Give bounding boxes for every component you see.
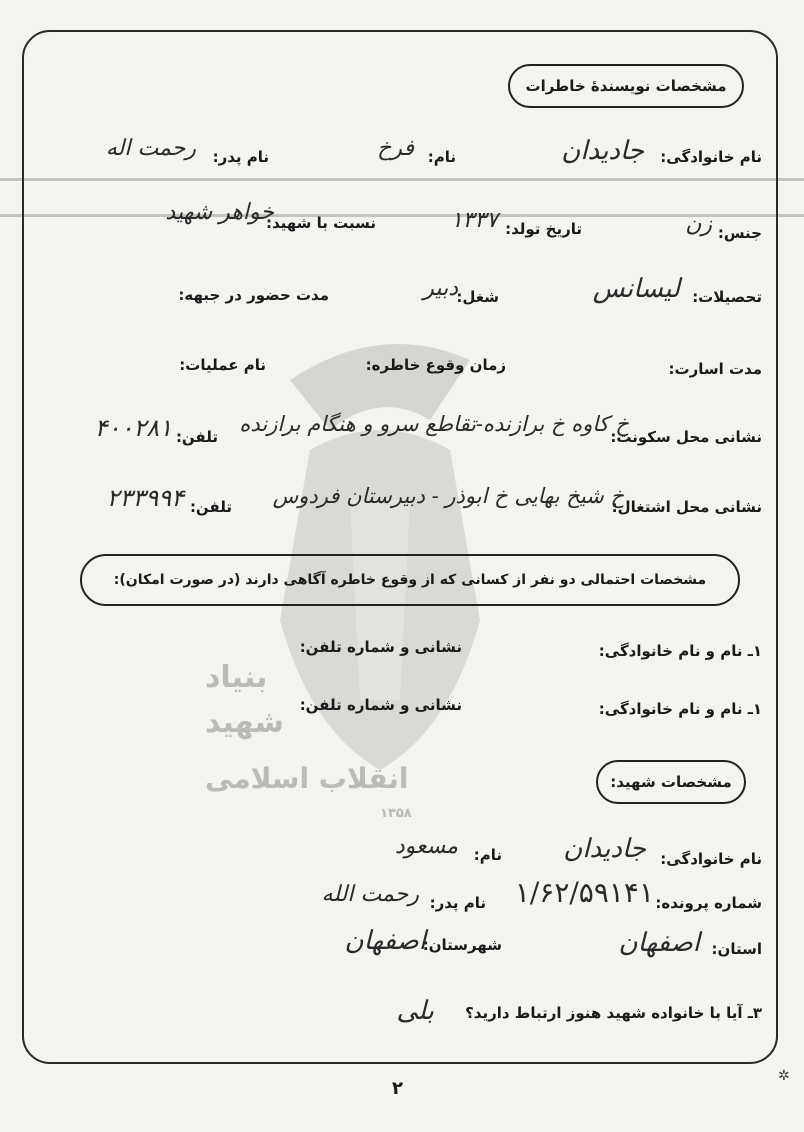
page-number: ۲ [392, 1078, 403, 1099]
author-birth-label: تاریخ تولد: [505, 220, 582, 238]
home-address-value: خ کاوه خ برازنده-تقاطع سرو و هنگام برازنده [239, 412, 629, 436]
martyr-last-name-label: نام خانوادگی: [660, 850, 762, 868]
author-birth-value: ۱۳۳۷ [450, 208, 498, 233]
martyr-province-value: اصفهان [618, 928, 700, 958]
author-job-label: شغل: [456, 288, 499, 306]
author-relation-value: خواهر شهید [165, 200, 274, 225]
author-education-label: تحصیلات: [692, 288, 762, 306]
watermark-line2: شهید [205, 705, 284, 740]
captivity-duration-label: مدت اسارت: [668, 360, 762, 378]
work-address-label: نشانی محل اشتغال: [611, 498, 762, 516]
work-phone-value: ۲۳۳۹۹۴ [106, 484, 184, 512]
author-gender-value: زن [685, 212, 712, 237]
corner-mark-icon: ✲ [778, 1068, 790, 1084]
author-gender-label: جنس: [717, 224, 762, 242]
author-last-name-label: نام خانوادگی: [660, 148, 762, 166]
watermark-line3: انقلاب اسلامی [205, 762, 409, 795]
event-time-label: زمان وقوع خاطره: [365, 356, 506, 374]
watermark-year: ۱۳۵۸ [380, 806, 412, 821]
author-last-name-value: جادیدان [561, 136, 644, 166]
martyr-file-label: شماره پرونده: [655, 894, 762, 912]
witness1-name-label: ۱ـ نام و نام خانوادگی: [598, 642, 762, 660]
author-father-value: رحمت اله [105, 136, 196, 161]
author-relation-label: نسبت با شهید: [265, 214, 376, 232]
martyr-first-name-value: مسعود [394, 834, 458, 859]
author-first-name-value: فرخ [377, 136, 414, 161]
work-phone-label: تلفن: [189, 498, 232, 516]
martyr-father-label: نام پدر: [429, 894, 486, 912]
author-education-value: لیسانس [592, 274, 680, 304]
witness1-contact-label: نشانی و شماره تلفن: [299, 638, 462, 656]
question3-label: ۳ـ آیا با خانواده شهید هنوز ارتباط دارید؟ [465, 1004, 762, 1022]
martyr-last-name-value: جادیدان [563, 834, 646, 864]
martyr-file-value: ۱/۶۲/۵۹۱۴۱ [514, 876, 654, 909]
author-job-value: دبیر [423, 276, 458, 301]
question3-answer: بلی [396, 996, 434, 1026]
martyr-city-value: اصفهان [344, 926, 426, 956]
martyr-first-name-label: نام: [473, 846, 502, 864]
martyr-section-header: مشخصات شهید: [596, 760, 746, 804]
author-section-header: مشخصات نویسندهٔ خاطرات [508, 64, 744, 108]
home-address-label: نشانی محل سکونت: [610, 428, 762, 446]
author-first-name-label: نام: [427, 148, 456, 166]
operation-name-label: نام عملیات: [179, 356, 266, 374]
watermark-line1: بنیاد [205, 660, 268, 695]
front-duration-label: مدت حضور در جبهه: [178, 286, 329, 304]
martyr-father-value: رحمت الله [321, 882, 419, 907]
witnesses-section-header: مشخصات احتمالی دو نفر از کسانی که از وقوع خاطره آگاهی دارند (در صورت امکان): [80, 554, 740, 606]
martyr-city-label: شهرستان: [422, 936, 502, 954]
witness2-contact-label: نشانی و شماره تلفن: [299, 696, 462, 714]
witness2-name-label: ۱ـ نام و نام خانوادگی: [598, 700, 762, 718]
work-address-value: خ شیخ بهایی خ ابوذر - دبیرستان فردوس [272, 484, 624, 508]
author-father-label: نام پدر: [212, 148, 269, 166]
home-phone-label: تلفن: [175, 428, 218, 446]
home-phone-value: ۴۰۰۲۸۱ [94, 414, 172, 442]
martyr-province-label: استان: [711, 940, 762, 958]
